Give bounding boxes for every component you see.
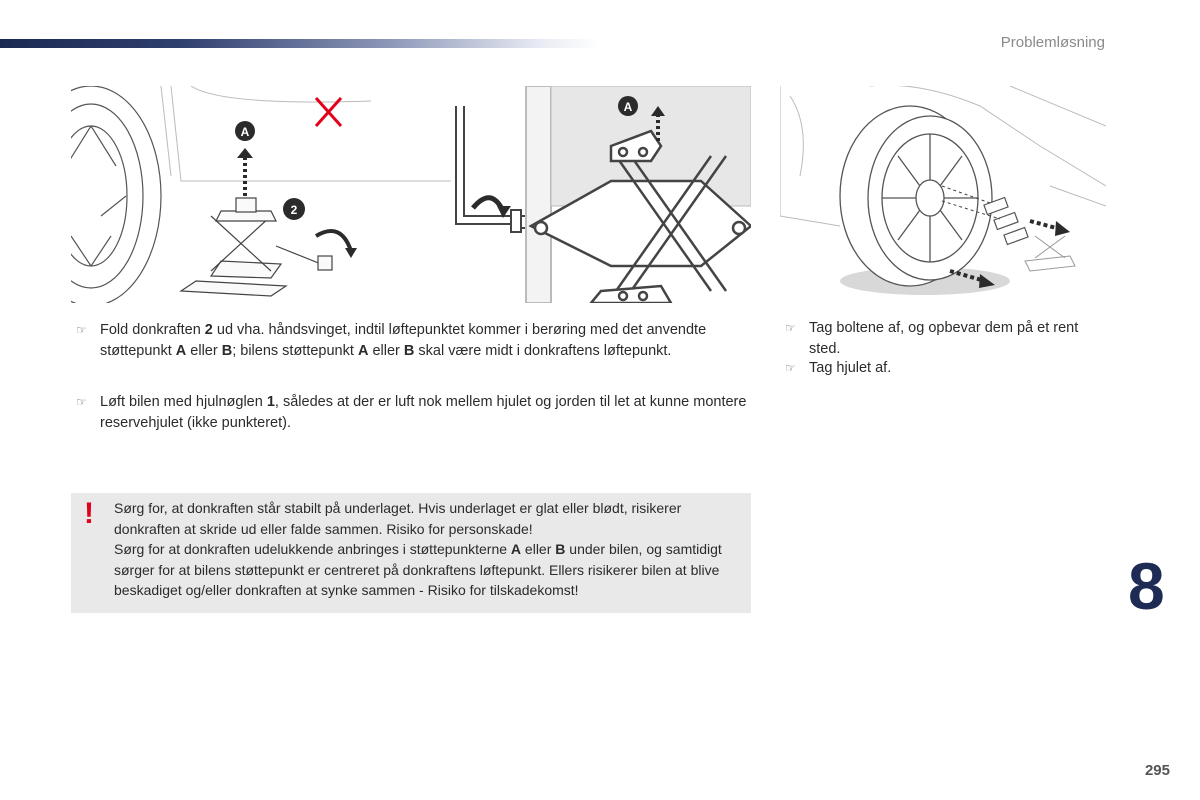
pointing-hand-icon: ☞ [785,361,796,375]
list-item: ☞ Løft bilen med hjulnøglen 1, således at der er luft nok mellem hjulet og jorden til let at kunne montere reservehjulet (ikke punkteret). [76,394,747,431]
callout-a-right: A [623,100,633,114]
pointing-hand-icon: ☞ [785,321,796,335]
warning-paragraph-2: Sørg for at donkraften udelukkende anbringes i støttepunkterne A eller B under bilen, og samtidigt sørger for at bilens støttepunkt er centreret på donkraftens løftepunkt. Ellers risikerer bilen at blive beskadiget og/eller donkraften at synke sammen - Risiko for tilskadekomst! [114,541,722,598]
list-item: ☞ Fold donkraften 2 ud vha. håndsvinget, indtil løftepunktet kommer i berøring med det anvendte støttepunkt A eller B; bilens støttepunkt A eller B skal være midt i donkraftens løftepunkt. [76,322,707,359]
wheel-drawing [780,86,1106,303]
warning-box [71,493,751,613]
warning-icon: ! [84,497,94,530]
section-title: Problemløsning [1000,34,1105,51]
callout-2: 2 [290,203,298,217]
pointing-hand-icon: ☞ [76,323,87,337]
warning-paragraph-1: Sørg for, at donkraften står stabilt på underlaget. Hvis underlaget er glat eller blødt, risikerer donkraften at skride ud eller falde sammen. Risiko for personskade! [114,500,682,537]
header-color-bar [0,39,600,48]
warning-text [114,498,744,601]
wheel-removal-illustration [780,86,1106,303]
chapter-number: 8 [1128,549,1165,623]
list-item: ☞ Tag boltene af, og opbevar dem på et rent sted. [785,320,1079,357]
jack-illustration [71,86,751,303]
jack-drawing [71,86,751,303]
list-item: ☞ Tag hjulet af. [809,358,1109,379]
pointing-hand-icon: ☞ [76,395,87,409]
callout-a-left: A [240,125,250,139]
page-number: 295 [1144,762,1170,779]
